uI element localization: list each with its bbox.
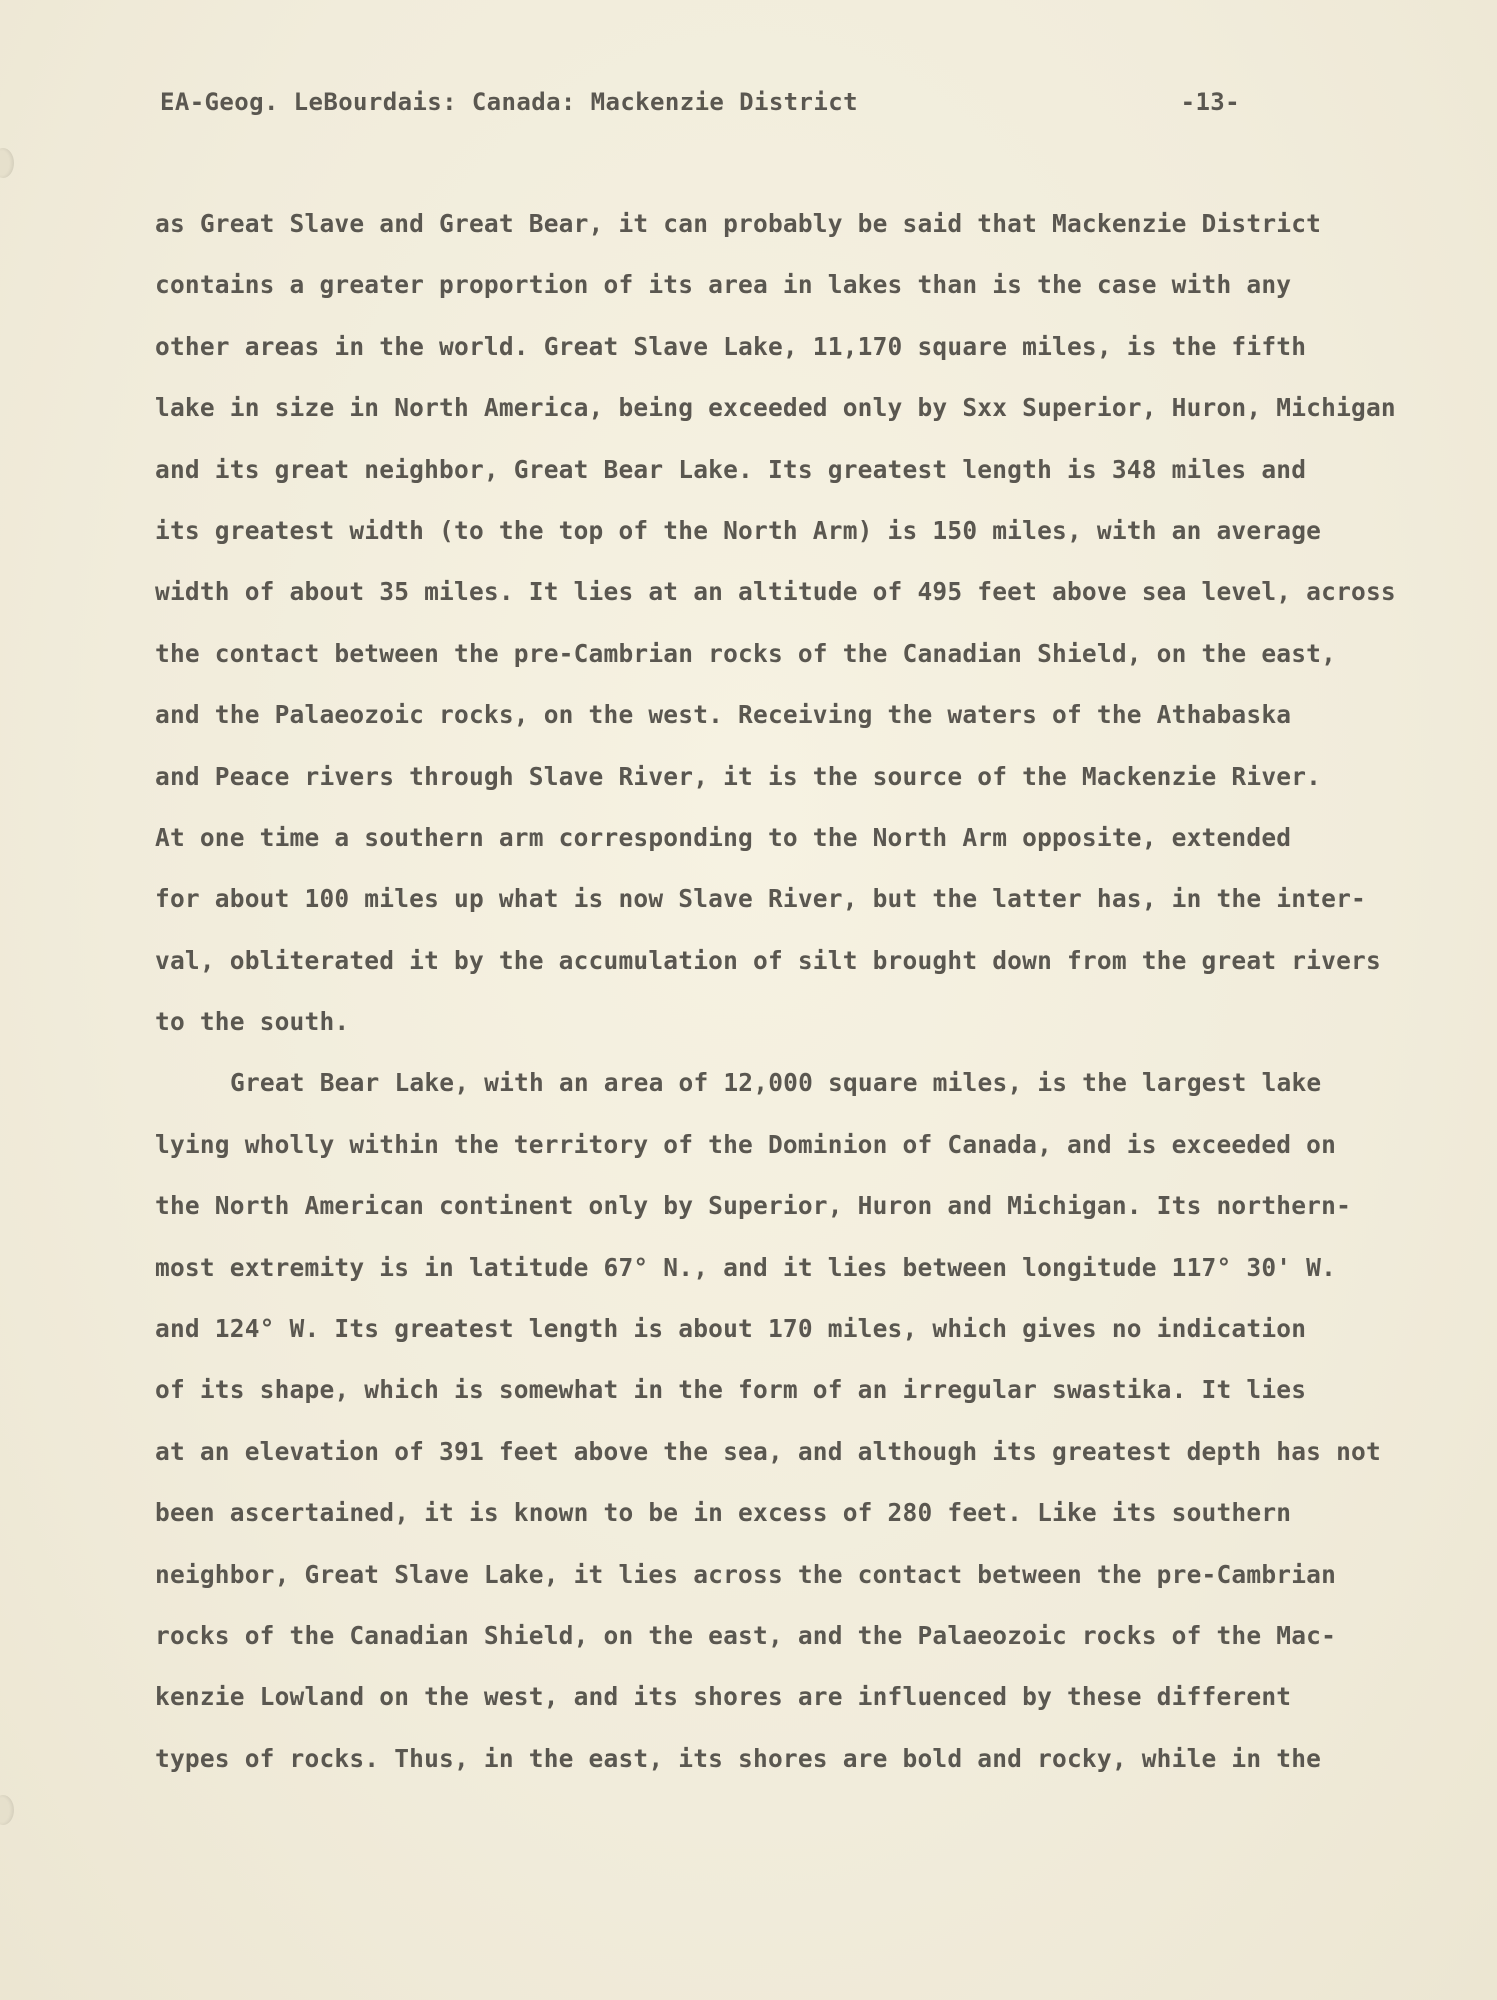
text-line: and its great neighbor, Great Bear Lake. Its greatest length is 348 miles and [155, 454, 1307, 484]
text-line: to the south. [155, 1007, 350, 1037]
text-line: as Great Slave and Great Bear, it can probably be said that Mackenzie District [155, 209, 1322, 238]
page-number: -13- [1180, 88, 1240, 116]
text-line: and the Palaeozoic rocks, on the west. Receiving the waters of the Athabaska [155, 700, 1292, 730]
text-line: at an elevation of 391 feet above the sea, and although its greatest depth has not [155, 1436, 1381, 1466]
text-line: types of rocks. Thus, in the east, its shores are bold and rocky, while in the [155, 1743, 1322, 1773]
text-line: and 124° W. Its greatest length is about 170 miles, which gives no indication [155, 1314, 1307, 1344]
text-line: of its shape, which is somewhat in the form of an irregular swastika. It lies [155, 1375, 1307, 1405]
text-line: its greatest width (to the top of the North Arm) is 150 miles, with an average [155, 515, 1322, 545]
text-line: width of about 35 miles. It lies at an altitude of 495 feet above sea level, across [155, 577, 1396, 607]
body-text [155, 206, 1445, 1802]
text-line: neighbor, Great Slave Lake, it lies across the contact between the pre-Cambrian [155, 1559, 1337, 1589]
text-line: the North American continent only by Superior, Huron and Michigan. Its northern- [155, 1191, 1352, 1221]
text-line: and Peace rivers through Slave River, it is the source of the Mackenzie River. [155, 761, 1322, 791]
text-line: contains a greater proportion of its area in lakes than is the case with any [155, 270, 1292, 300]
text-line: the contact between the pre-Cambrian rocks of the Canadian Shield, on the east, [155, 638, 1337, 668]
text-line: lake in size in North America, being exceeded only by Sxx Superior, Huron, Michigan [155, 393, 1396, 423]
text-line: rocks of the Canadian Shield, on the east, and the Palaeozoic rocks of the Mac- [155, 1620, 1337, 1650]
text-line: kenzie Lowland on the west, and its shores are influenced by these different [155, 1682, 1292, 1712]
text-line: for about 100 miles up what is now Slave River, but the latter has, in the inter- [155, 884, 1366, 914]
text-line: At one time a southern arm corresponding to the North Arm opposite, extended [155, 822, 1292, 852]
text-line: most extremity is in latitude 67° N., and it lies between longitude 117° 30' W. [155, 1252, 1337, 1282]
text-line: Great Bear Lake, with an area of 12,000 square miles, is the largest lake [230, 1068, 1322, 1098]
text-line: other areas in the world. Great Slave Lake, 11,170 square miles, is the fifth [155, 331, 1307, 361]
text-line: val, obliterated it by the accumulation of silt brought down from the great rivers [155, 945, 1381, 975]
header-title: EA-Geog. LeBourdais: Canada: Mackenzie District [160, 88, 858, 116]
text-line: lying wholly within the territory of the Dominion of Canada, and is exceeded on [155, 1129, 1337, 1159]
punch-hole [0, 1795, 14, 1825]
punch-hole [0, 148, 14, 178]
page-header [160, 88, 1240, 124]
text-line: been ascertained, it is known to be in excess of 280 feet. Like its southern [155, 1498, 1292, 1528]
